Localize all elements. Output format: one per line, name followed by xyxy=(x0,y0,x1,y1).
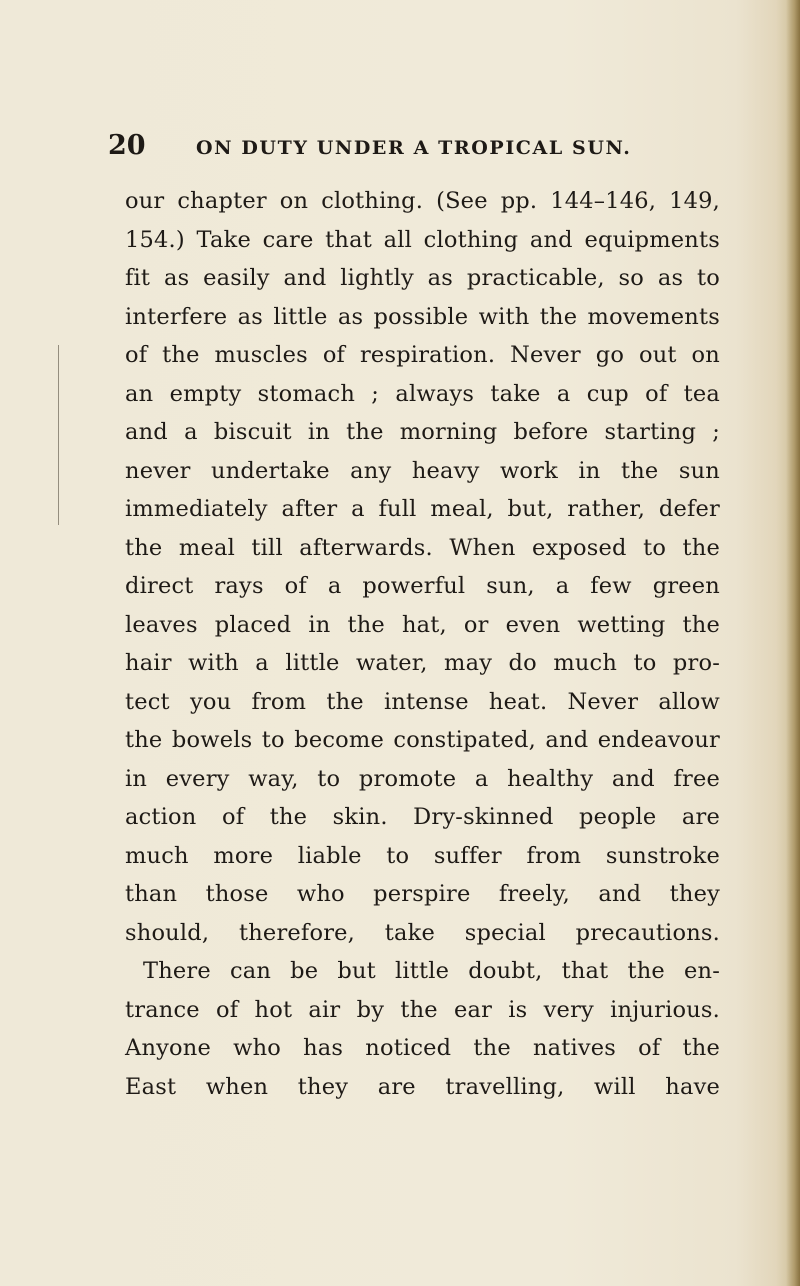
text-line: should, therefore, take special precautions. xyxy=(125,919,720,946)
text-line: action of the skin. Dry-skinned people are xyxy=(125,804,720,830)
text-line: the meal till afterwards. When exposed to the xyxy=(125,534,720,561)
text-line: tect you from the intense heat. Never allow xyxy=(125,688,720,715)
text-line: leaves placed in the hat, or even wetting the xyxy=(125,611,720,638)
text-line: never undertake any heavy work in the sun xyxy=(125,457,720,484)
text-line: direct rays of a powerful sun, a few green xyxy=(125,573,720,599)
page-edge-shadow xyxy=(786,0,800,1286)
text-line: the bowels to become constipated, and endeavour xyxy=(125,727,720,753)
text-line: of the muscles of respiration. Never go out on xyxy=(125,342,720,368)
text-line: trance of hot air by the ear is very injurious. xyxy=(125,996,720,1023)
text-line: than those who perspire freely, and they xyxy=(125,881,720,907)
body-text xyxy=(125,182,720,1106)
text-line: an empty stomach ; always take a cup of tea xyxy=(125,380,720,407)
text-line: There can be but little doubt, that the en- xyxy=(143,958,720,984)
text-line: immediately after a full meal, but, rather, defer xyxy=(125,496,720,522)
margin-pencil-mark xyxy=(58,345,63,525)
text-line: East when they are travelling, will have xyxy=(125,1073,720,1100)
text-line: our chapter on clothing. (See pp. 144–146, 149, xyxy=(125,188,720,214)
text-line: and a biscuit in the morning before starting ; xyxy=(125,419,720,445)
page-number: 20 xyxy=(108,130,146,161)
running-title: ON DUTY UNDER A TROPICAL SUN. xyxy=(196,137,632,159)
text-line: interfere as little as possible with the movements xyxy=(125,303,720,330)
text-line: fit as easily and lightly as practicable, so as to xyxy=(125,265,720,291)
running-header xyxy=(108,130,668,170)
text-line: hair with a little water, may do much to pro- xyxy=(125,650,720,676)
text-line: much more liable to suffer from sunstroke xyxy=(125,842,720,869)
text-line: Anyone who has noticed the natives of the xyxy=(125,1035,720,1061)
text-line: in every way, to promote a healthy and free xyxy=(125,765,720,792)
text-line: 154.) Take care that all clothing and equipments xyxy=(125,226,720,253)
